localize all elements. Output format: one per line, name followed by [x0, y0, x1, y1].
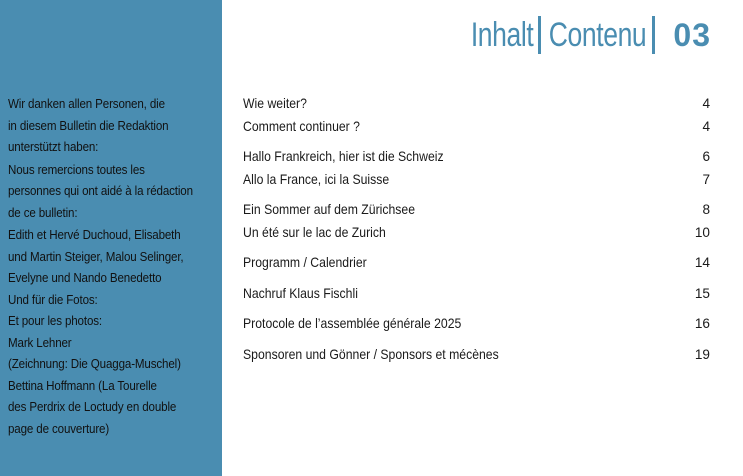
sidebar-line: unterstützt haben: — [8, 140, 99, 154]
sidebar-line: Bettina Hoffmann (La Tourelle — [8, 378, 157, 393]
toc-entry[interactable] — [243, 146, 710, 169]
sidebar-line: in diesem Bulletin die Redaktion — [8, 118, 169, 133]
toc-entry[interactable] — [243, 116, 710, 139]
sidebar-line: Mark Lehner — [8, 335, 72, 350]
table-of-contents — [243, 93, 710, 366]
sidebar-line: Und für die Fotos: — [8, 292, 98, 307]
sidebar-line: (Zeichnung: Die Quagga-Muschel) — [8, 357, 181, 371]
toc-entry-title: Un été sur le lac de Zurich — [243, 224, 386, 240]
toc-entry[interactable] — [243, 344, 710, 367]
toc-entry[interactable] — [243, 283, 710, 306]
thanks-fr-paragraph — [8, 160, 216, 225]
header-divider — [652, 16, 655, 54]
toc-entry[interactable] — [243, 252, 710, 275]
toc-entry-page: 4 — [702, 118, 710, 134]
sidebar-line: Evelyne und Nando Benedetto — [8, 271, 162, 285]
sidebar-line: und Martin Steiger, Malou Selinger, — [8, 249, 184, 264]
toc-entry-title: Nachruf Klaus Fischli — [243, 285, 358, 301]
toc-entry[interactable] — [243, 169, 710, 192]
header-title-de: Inhalt — [470, 15, 534, 54]
sidebar-line: Wir danken allen Personen, die — [8, 97, 165, 111]
toc-entry-page: 19 — [694, 346, 710, 362]
photo-credits-paragraph — [8, 290, 216, 441]
sidebar-line: page de couverture) — [8, 421, 110, 436]
toc-entry-title: Hallo Frankreich, hier ist die Schweiz — [243, 149, 444, 164]
toc-entry-page: 10 — [694, 224, 710, 240]
toc-entry-page: 16 — [694, 316, 710, 331]
toc-entry-page: 7 — [702, 171, 710, 187]
toc-entry[interactable] — [243, 222, 710, 245]
header-divider — [538, 16, 541, 54]
toc-entry-title: Allo la France, ici la Suisse — [243, 171, 390, 187]
toc-entry[interactable] — [243, 313, 710, 336]
page-header — [462, 10, 711, 60]
header-title-fr: Contenu — [549, 15, 647, 54]
toc-entry-title: Ein Sommer auf dem Zürichsee — [243, 202, 416, 217]
toc-entry-title: Protocole de l’assemblée générale 2025 — [243, 316, 462, 331]
sidebar-line: des Perdrix de Loctudy en double — [8, 400, 177, 414]
page-number: 03 — [673, 16, 711, 53]
toc-entry-page: 6 — [702, 149, 710, 164]
toc-entry-page: 14 — [694, 255, 710, 270]
toc-entry-page: 15 — [694, 285, 710, 301]
toc-entry-page: 4 — [702, 96, 710, 111]
thanks-de-paragraph — [8, 94, 216, 159]
sidebar-line: personnes qui ont aidé à la rédaction — [8, 184, 193, 198]
toc-entry[interactable] — [243, 93, 710, 116]
sidebar-line: Edith et Hervé Duchoud, Elisabeth — [8, 228, 181, 242]
toc-entry[interactable] — [243, 199, 710, 222]
contributors-paragraph — [8, 225, 216, 290]
sidebar-line: de ce bulletin: — [8, 205, 78, 220]
toc-entry-title: Programm / Calendrier — [243, 255, 367, 270]
sidebar-line: Nous remercions toutes les — [8, 162, 145, 177]
sidebar-line: Et pour les photos: — [8, 314, 102, 328]
acknowledgements-sidebar — [0, 0, 222, 476]
toc-entry-page: 8 — [702, 202, 710, 217]
toc-entry-title: Sponsoren und Gönner / Sponsors et mécènes — [243, 346, 499, 362]
toc-entry-title: Comment continuer ? — [243, 118, 360, 134]
toc-entry-title: Wie weiter? — [243, 96, 307, 111]
